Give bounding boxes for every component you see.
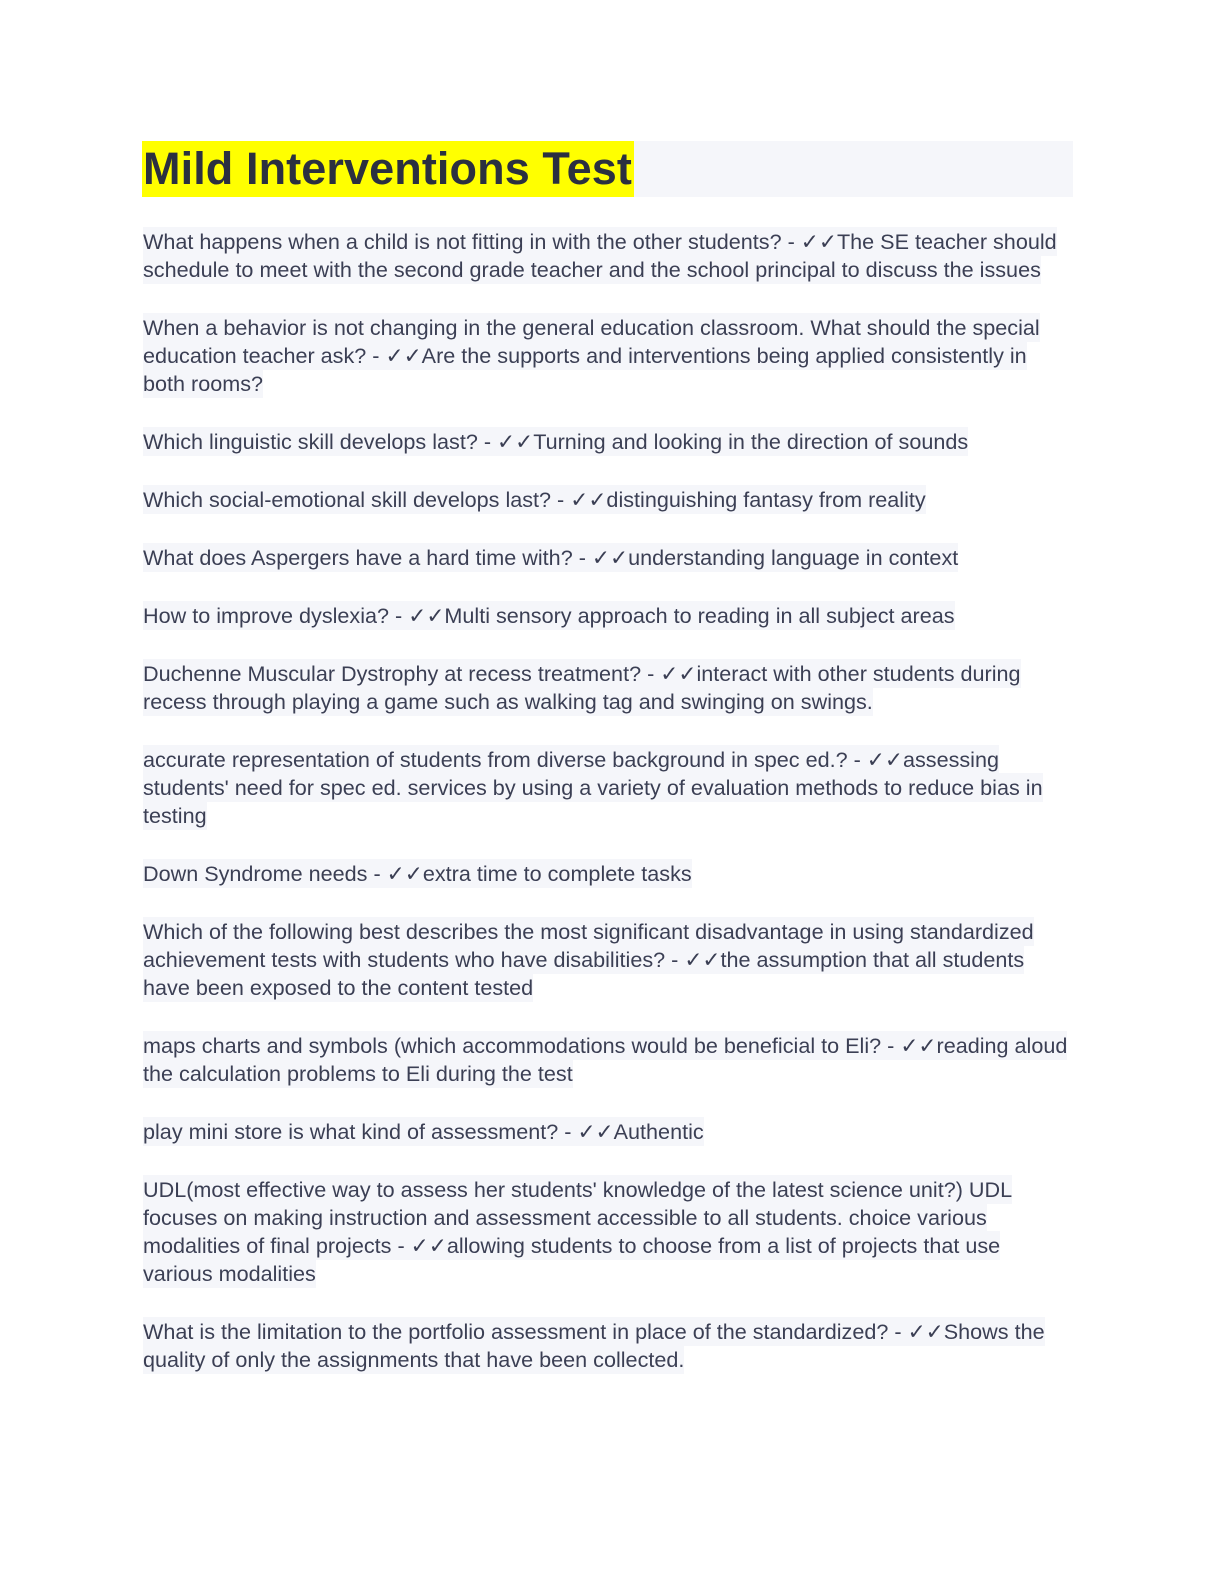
qa-text: What happens when a child is not fitting in with the other students? - ✓✓The SE teacher should schedule to meet with the second grade teacher and the school principal to discuss the issues [143, 229, 1057, 282]
list-item [142, 660, 1073, 716]
qa-text: Which social-emotional skill develops last? - ✓✓distinguishing fantasy from reality [143, 487, 926, 512]
list-item [142, 602, 1073, 630]
qa-text: play mini store is what kind of assessment? - ✓✓Authentic [143, 1119, 704, 1144]
list-item [142, 228, 1073, 284]
list-item [142, 1032, 1073, 1088]
qa-text: What does Aspergers have a hard time with? - ✓✓understanding language in context [143, 545, 959, 570]
qa-text: When a behavior is not changing in the general education classroom. What should the special education teacher ask? - ✓✓Are the supports and interventions being applied consistently in both rooms? [143, 315, 1040, 396]
document-page [142, 141, 1073, 1404]
qa-text: UDL(most effective way to assess her students' knowledge of the latest science unit?) UDL focuses on making instruction and assessment accessible to all students. choice various modalities of final projects - ✓✓allowing students to choose from a list of projects that use various modalities [143, 1177, 1013, 1286]
qa-text: What is the limitation to the portfolio assessment in place of the standardized? - ✓✓Shows the quality of only the assignments that have been collected. [143, 1319, 1045, 1372]
list-item [142, 428, 1073, 456]
list-item [142, 486, 1073, 514]
list-item [142, 918, 1073, 1002]
qa-text: Which linguistic skill develops last? - ✓✓Turning and looking in the direction of sounds [143, 429, 969, 454]
qa-text: How to improve dyslexia? - ✓✓Multi sensory approach to reading in all subject areas [143, 603, 955, 628]
qa-text: accurate representation of students from diverse background in spec ed.? - ✓✓assessing students' need for spec ed. services by using a variety of evaluation methods to reduce bias in testing [143, 747, 1043, 828]
list-item [142, 746, 1073, 830]
list-item [142, 1176, 1073, 1288]
title-bar [142, 141, 1073, 197]
list-item [142, 544, 1073, 572]
page-title: Mild Interventions Test [142, 141, 634, 197]
list-item [142, 314, 1073, 398]
qa-text: maps charts and symbols (which accommodations would be beneficial to Eli? - ✓✓reading aloud the calculation problems to Eli during the test [143, 1033, 1068, 1086]
qa-text: Which of the following best describes the most significant disadvantage in using standardized achievement tests with students who have disabilities? - ✓✓the assumption that all students have been exposed to the content tested [143, 919, 1034, 1000]
list-item [142, 1318, 1073, 1374]
list-item [142, 860, 1073, 888]
list-item [142, 1118, 1073, 1146]
qa-text: Duchenne Muscular Dystrophy at recess treatment? - ✓✓interact with other students during recess through playing a game such as walking tag and swinging on swings. [143, 661, 1021, 714]
qa-list [142, 228, 1073, 1374]
qa-text: Down Syndrome needs - ✓✓extra time to complete tasks [143, 861, 692, 886]
